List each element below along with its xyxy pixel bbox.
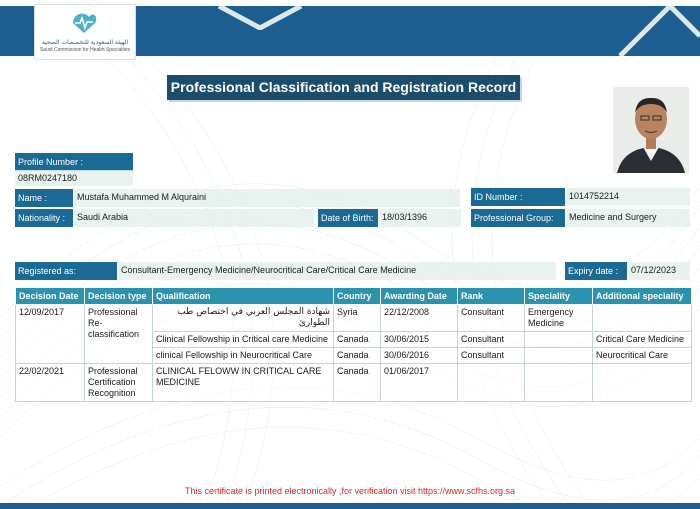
country-cell: Canada [334,332,381,348]
logo [34,4,136,60]
additional-speciality-cell [593,364,692,402]
speciality-cell [525,348,593,364]
additional-speciality-cell [593,305,692,332]
scfhs-logo-icon [69,9,99,35]
corner-chevron-decoration [600,6,700,56]
column-header: Decision Date [16,288,85,305]
decision-date-cell: 22/02/2021 [16,364,85,402]
column-header: Qualification [153,288,334,305]
rank-cell: Consultant [458,332,525,348]
speciality-cell [525,364,593,402]
professional-group-label: Professional Group: [471,209,565,227]
column-header: Speciality [525,288,593,305]
security-pattern [0,60,700,509]
speciality-cell [525,332,593,348]
name-value: Mustafa Muhammed M Alquraini [74,189,460,207]
country-cell: Syria [334,305,381,332]
column-header: Decision type [85,288,153,305]
table-row [16,364,692,402]
expiry-date-value: 07/12/2023 [628,262,690,280]
country-cell: Canada [334,364,381,402]
id-number-label: ID Number : [471,188,565,206]
table-header-row [16,288,692,305]
awarding-date-cell: 30/06/2016 [381,348,458,364]
rank-cell [458,364,525,402]
speciality-cell: Emergency Medicine [525,305,593,332]
qualification-cell: شهادة المجلس العربي في اختصاص طب الطوارئ [153,305,334,332]
profile-number-value: 08RM0247180 [15,170,133,186]
profile-number-label: Profile Number : [15,153,133,171]
column-header: Rank [458,288,525,305]
id-number-value: 1014752214 [566,188,690,206]
nationality-value: Saudi Arabia [74,209,314,227]
awarding-date-cell: 22/12/2008 [381,305,458,332]
additional-speciality-cell: Neurocritical Care [593,348,692,364]
country-cell: Canada [334,348,381,364]
page-title: Professional Classification and Registration Record [167,75,520,100]
person-photo [613,87,689,173]
column-header: Country [334,288,381,305]
column-header: Additional speciality [593,288,692,305]
qualification-cell: clinical Fellowship in Neurocritical Care [153,348,334,364]
qualifications-table [15,287,692,402]
awarding-date-cell: 30/06/2015 [381,332,458,348]
dob-label: Date of Birth: [318,209,378,227]
dob-value: 18/03/1396 [379,209,461,227]
org-name-english: Saudi Commission for Health Specialties [39,47,131,53]
bottom-band [0,503,700,509]
table-row [16,305,692,332]
expiry-date-label: Expiry date : [565,262,627,280]
decision-type-cell: Professional Re-classification [85,305,153,364]
org-name-arabic: الهيئة السعودية للتخصصات الصحية [41,39,129,46]
qualification-cell: Clinical Fellowship in Critical care Medicine [153,332,334,348]
registered-as-value: Consultant-Emergency Medicine/Neurocritical Care/Critical Care Medicine [118,262,556,280]
rank-cell: Consultant [458,348,525,364]
decision-type-cell: Professional Certification Recognition [85,364,153,402]
registered-as-label: Registered as: [15,262,117,280]
awarding-date-cell: 01/06/2017 [381,364,458,402]
additional-speciality-cell: Critical Care Medicine [593,332,692,348]
rank-cell: Consultant [458,305,525,332]
chevron-decoration [215,6,305,30]
nationality-label: Nationality : [15,209,73,227]
verification-footer: This certificate is printed electronically ,for verification visit https://www.scfhs.org.sa [184,486,516,496]
qualification-cell: CLINICAL FELOWW IN CRITICAL CARE MEDICINE [153,364,334,402]
column-header: Awarding Date [381,288,458,305]
professional-group-value: Medicine and Surgery [566,209,690,227]
name-label: Name : [15,189,73,207]
decision-date-cell: 12/09/2017 [16,305,85,364]
